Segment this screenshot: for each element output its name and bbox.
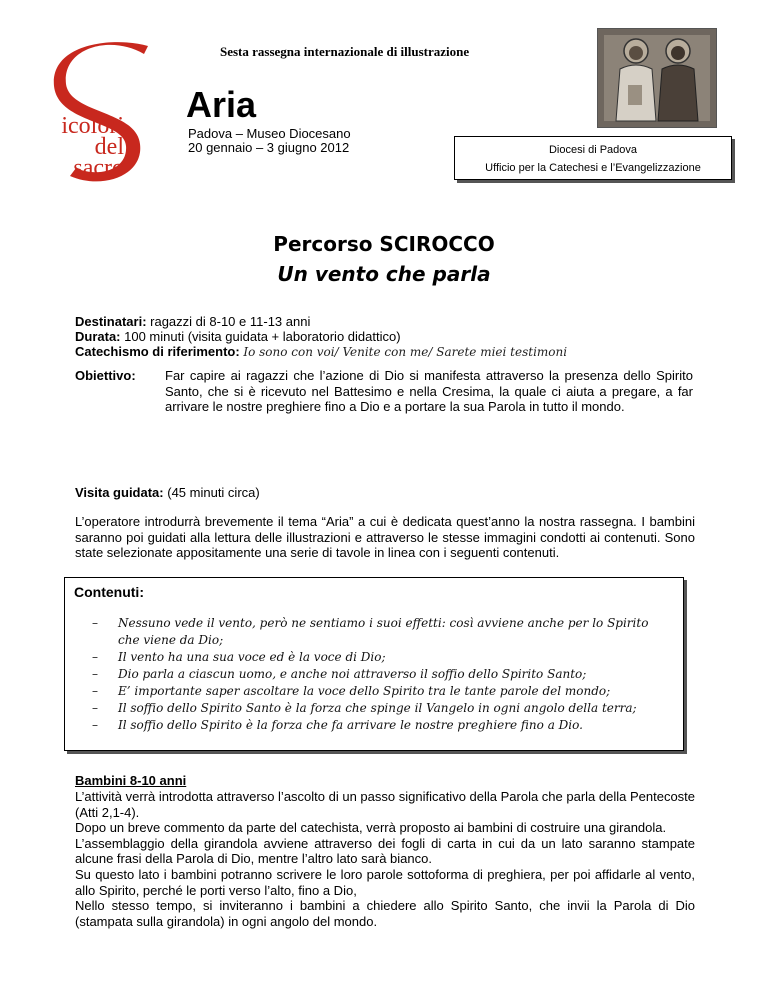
list-item: – Il soffio dello Spirito Santo è la forza che spinge il Vangelo in ogni angolo della terra;: [92, 700, 672, 717]
bambini-heading: Bambini 8-10 anni: [75, 773, 187, 788]
durata-label: Durata:: [75, 329, 121, 344]
visita-label: Visita guidata:: [75, 485, 164, 500]
exhibition-title: Aria: [186, 84, 257, 125]
bambini-paragraph: Dopo un breve commento da parte del catechista, verrà proposto ai bambini di costruire una girandola.: [75, 820, 667, 836]
contenuti-list: [92, 615, 672, 734]
visita-intro: L’operatore introdurrà brevemente il tema “Aria” a cui è dedicata quest’anno la nostra rassegna. I bambini saranno poi guidati alla lettura delle illustrazioni e attraverso le stesse immagini condotti ai contenuti. Sono state selezionate appositamente una serie di tavole in linea con i seguenti contenuti.: [75, 514, 695, 560]
list-item: – Il vento ha una sua voce ed è la voce di Dio;: [92, 649, 672, 666]
logo-text: [44, 113, 124, 181]
bambini-paragraph: L’attività verrà introdotta attraverso l’ascolto di un passo significativo della Parola che parla della Pentecoste (Atti 2,1-4).: [75, 789, 696, 820]
percorso-title: Percorso SCIROCCO: [273, 232, 495, 256]
icon-painting-image: [597, 28, 717, 128]
venue-line-2: 20 gennaio – 3 giugno 2012: [188, 140, 350, 155]
bambini-paragraph: Su questo lato i bambini potranno scrivere le loro parole sottoforma di preghiera, per poi affidarle al vento, allo Spirito, perché le porti verso l’alto, fino a Dio,: [75, 866, 695, 898]
durata-line: [75, 329, 567, 344]
durata-value: 100 minuti (visita guidata + laboratorio didattico): [120, 329, 401, 344]
logo-line-2: del: [94, 134, 124, 160]
venue-line-1: Padova – Museo Diocesano: [188, 126, 351, 141]
venue-info: [188, 127, 351, 155]
exhibition-subtitle: Sesta rassegna internazionale di illustrazione: [220, 44, 470, 59]
destinatari-value: ragazzi di 8-10 e 11-13 anni: [146, 314, 311, 329]
list-item: – Il soffio dello Spirito è la forza che fa arrivare le nostre preghiere fino a Dio.: [92, 717, 672, 734]
list-item: – E’ importante saper ascoltare la voce dello Spirito tra le tante parole del mondo;: [92, 683, 672, 700]
catechismo-line: [75, 344, 567, 360]
list-item: – Nessuno vede il vento, però ne sentiamo i suoi effetti: così avviene anche per lo Spirito che viene da Dio;: [92, 615, 672, 649]
list-item: – Dio parla a ciascun uomo, e anche noi attraverso il soffio dello Spirito Santo;: [92, 666, 672, 683]
visita-line: [75, 485, 260, 500]
destinatari-label: Destinatari:: [75, 314, 147, 329]
destinatari-line: [75, 314, 567, 329]
logo-line-3: sacro: [73, 155, 124, 181]
visita-value: (45 minuti circa): [163, 485, 260, 500]
obiettivo-label: Obiettivo:: [75, 368, 136, 383]
bambini-paragraph: Nello stesso tempo, si inviteranno i bambini a chiedere allo Spirito Santo, che invii la Parola di Dio (stampata sulla girandola) in ogni angolo del mondo.: [75, 898, 695, 929]
contenuti-title: Contenuti:: [74, 584, 144, 600]
catechismo-label: Catechismo di riferimento:: [75, 344, 240, 359]
logo-line-1: icolori: [61, 113, 124, 139]
percorso-subtitle: Un vento che parla: [277, 262, 491, 286]
diocesi-line-2: Ufficio per la Catechesi e l’Evangelizzazione: [485, 162, 701, 174]
catechismo-value: Io sono con voi/ Venite con me/ Sarete miei testimoni: [243, 345, 568, 359]
meta-block: [75, 314, 567, 360]
bambini-paragraph: L’assemblaggio della girandola avviene attraverso dei fogli di carta in cui da un lato saranno stampate alcune frasi della Parola di Dio, mentre l’altro lato sarà bianco.: [75, 835, 695, 867]
diocesi-box: [454, 136, 732, 180]
bambini-text: [75, 789, 695, 929]
diocesi-line-1: Diocesi di Padova: [548, 144, 638, 156]
obiettivo-text: Far capire ai ragazzi che l’azione di Dio si manifesta attraverso la presenza dello Spirito Santo, che si è ricevuto nel Battesimo e nella Cresima, la quale ci aiuta a pregare, a far arrivare le nostre preghiere fino a Dio e a portare la sua Parola in tutto il mondo.: [165, 368, 693, 414]
